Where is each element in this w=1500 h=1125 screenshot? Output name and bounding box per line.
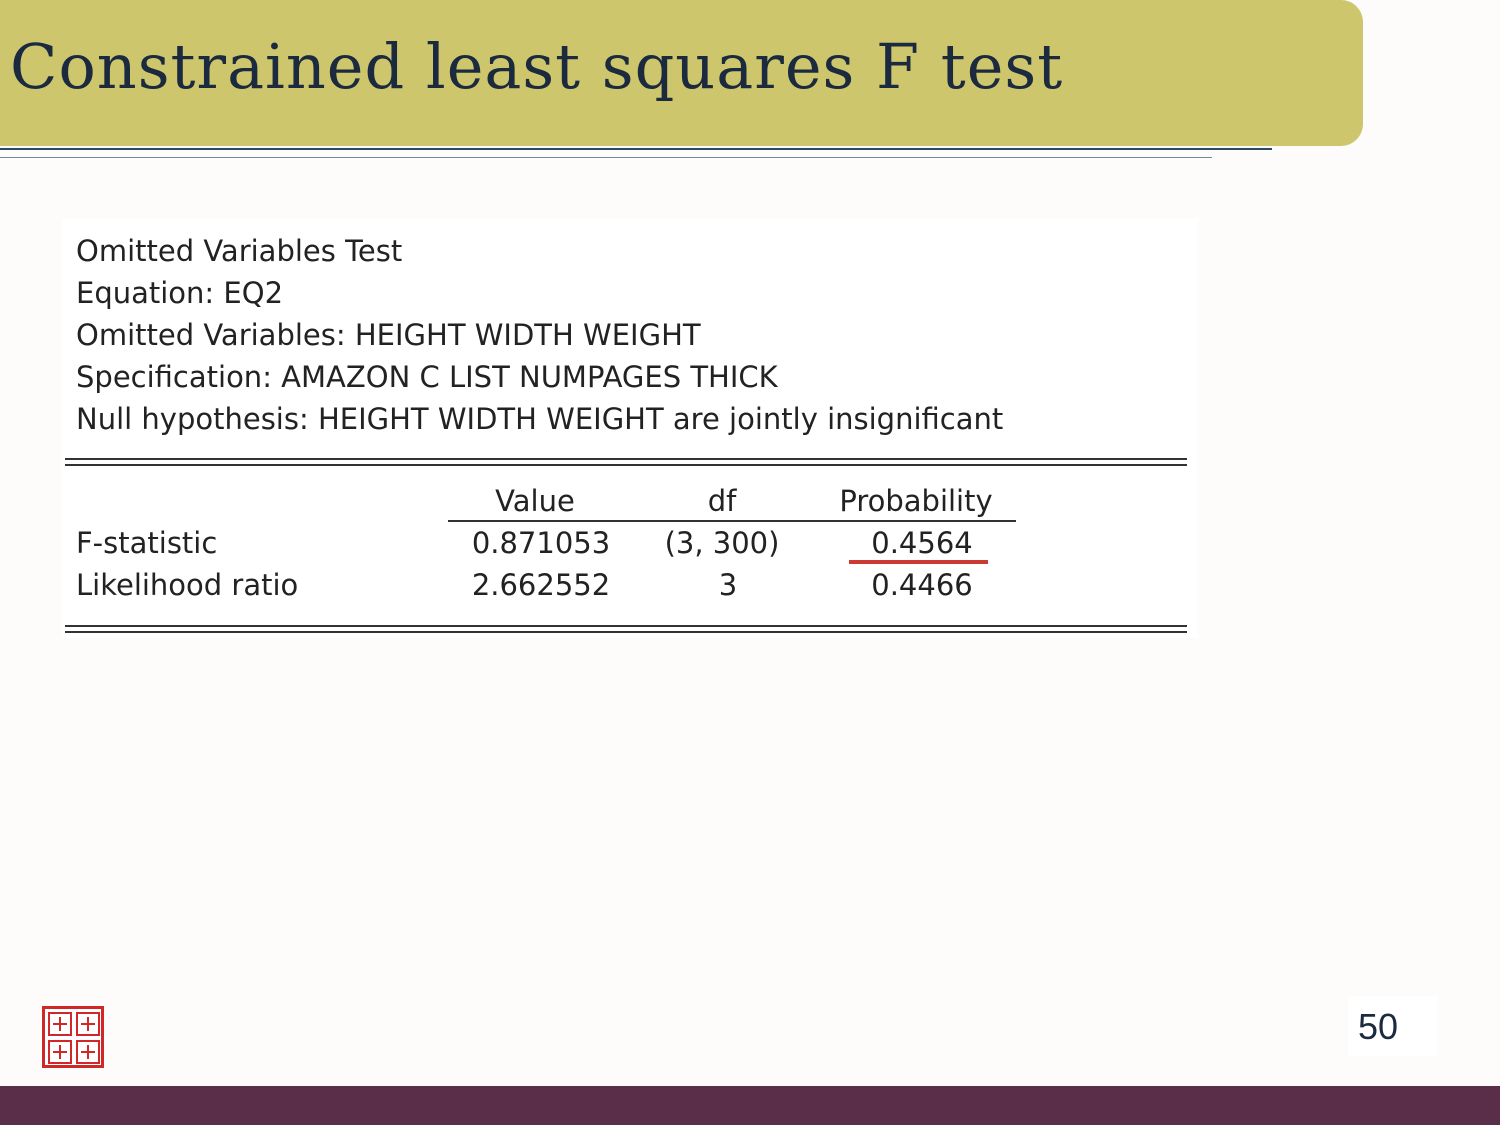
column-header-underline — [448, 520, 1016, 522]
f-statistic-value: 0.871053 — [471, 526, 611, 560]
null-hypothesis-line: Null hypothesis: HEIGHT WIDTH WEIGHT are jointly insignificant — [76, 402, 1004, 436]
f-statistic-df: (3, 300) — [664, 526, 780, 560]
footer-bar — [0, 1086, 1500, 1125]
red-chinese-seal-icon — [42, 1006, 104, 1068]
column-header-value: Value — [495, 484, 575, 518]
equation-line: Equation: EQ2 — [76, 276, 284, 310]
test-name: Omitted Variables Test — [76, 234, 403, 268]
title-rule-upper — [0, 148, 1272, 150]
page-number-box — [1348, 996, 1438, 1056]
probability-highlight-underline — [849, 560, 988, 564]
specification-line: Specification: AMAZON C LIST NUMPAGES THICK — [76, 360, 778, 394]
likelihood-ratio-df: 3 — [718, 568, 738, 602]
title-rule-lower — [0, 157, 1212, 158]
row-label-likelihood-ratio: Likelihood ratio — [76, 568, 299, 602]
title-bar — [0, 0, 1363, 146]
column-header-probability: Probability — [839, 484, 993, 518]
column-header-df: df — [707, 484, 737, 518]
page-number: 50 — [1358, 1006, 1399, 1047]
table-bottom-rule-second — [65, 631, 1187, 633]
regression-test-output — [62, 218, 1198, 638]
table-bottom-rule — [65, 625, 1187, 627]
likelihood-ratio-probability: 0.4466 — [871, 568, 973, 602]
table-top-rule — [65, 458, 1187, 460]
row-label-f-statistic: F-statistic — [76, 526, 218, 560]
slide-title: Constrained least squares F test — [10, 30, 1064, 103]
omitted-variables-line: Omitted Variables: HEIGHT WIDTH WEIGHT — [76, 318, 701, 352]
table-top-rule-second — [65, 464, 1187, 466]
likelihood-ratio-value: 2.662552 — [471, 568, 611, 602]
f-statistic-probability: 0.4564 — [871, 526, 973, 560]
